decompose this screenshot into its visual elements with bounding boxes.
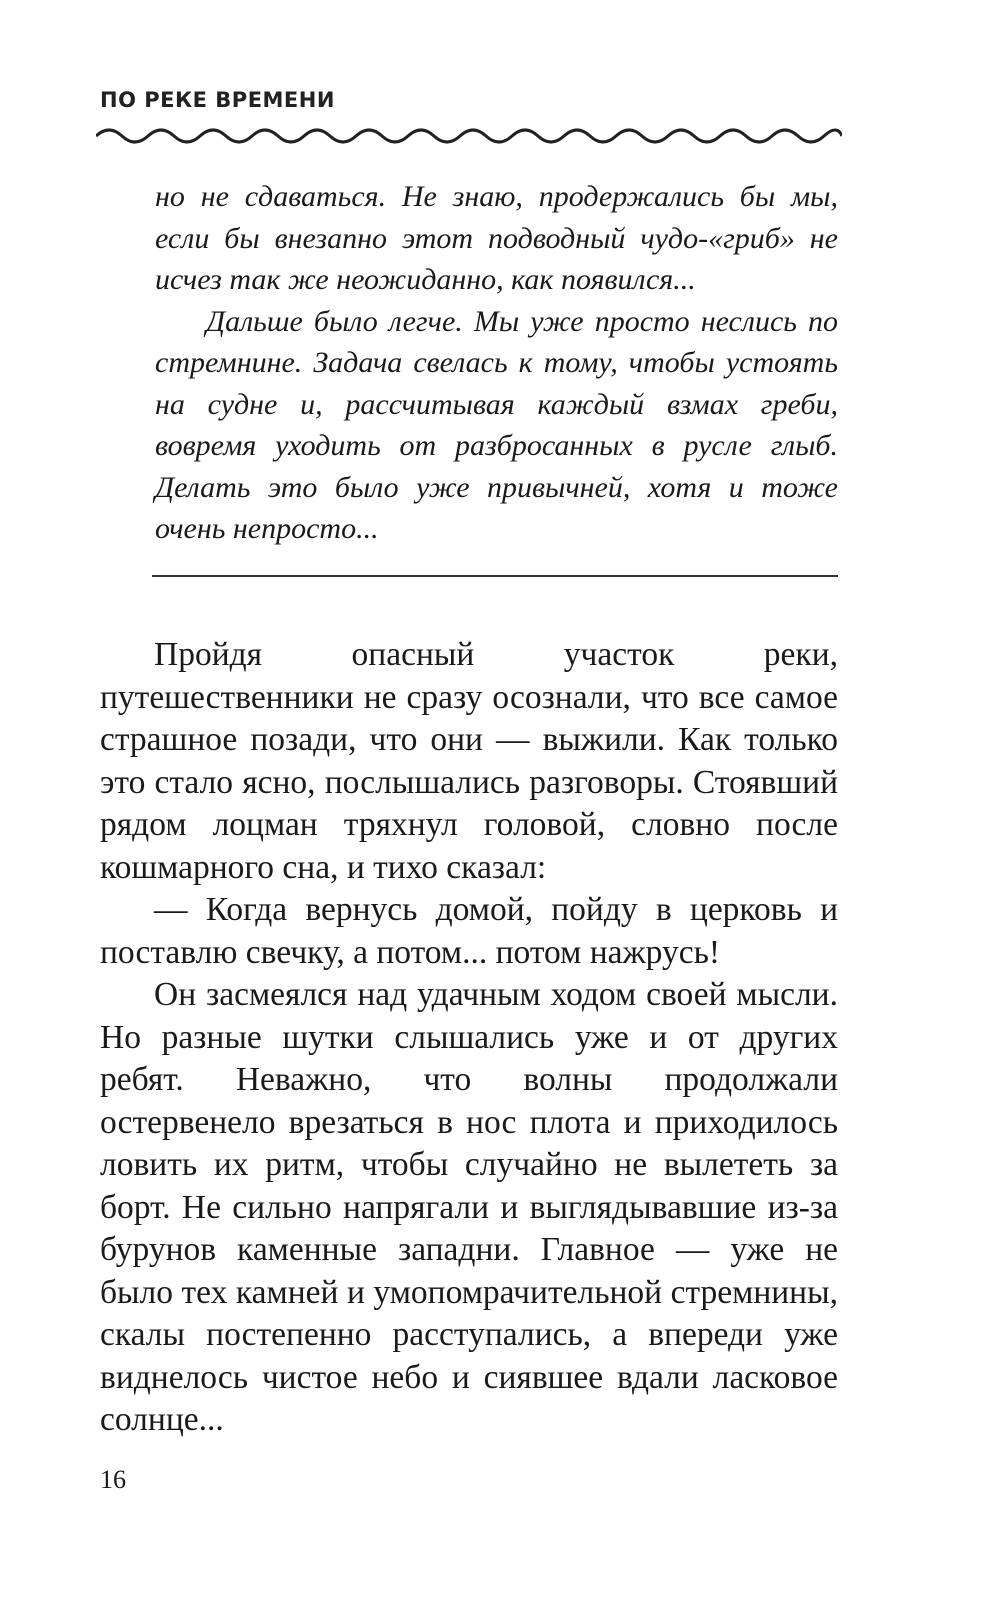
page-number: 16 bbox=[100, 1465, 126, 1494]
main-text bbox=[100, 634, 838, 1442]
section-rule bbox=[152, 575, 838, 577]
italic-excerpt bbox=[155, 176, 838, 550]
italic-paragraph: но не сдаваться. Не знаю, продержались бы мы, если бы внезапно этот подводный чудо-«гриб» не исчез так же неожиданно, как появился... bbox=[155, 180, 838, 296]
wavy-divider bbox=[96, 116, 842, 146]
running-title: ПО РЕКЕ ВРЕМЕНИ bbox=[100, 88, 335, 112]
italic-paragraph: Дальше было легче. Мы уже просто неслись по стремнине. Задача свелась к тому, чтобы устоять на судне и, рассчитывая каждый взмах греби, вовремя уходить от разбросанных в русле глыб. Делать это было уже привычней, хотя и тоже очень непросто... bbox=[155, 304, 838, 545]
body-paragraph: — Когда вернусь домой, пойду в церковь и поставлю свечку, а потом... потом нажрусь! bbox=[100, 891, 838, 971]
body-paragraph: Он засмеялся над удачным ходом своей мысли. Но разные шутки слышались уже и от других ребят. Неважно, что волны продолжали остервенело врезаться в нос плота и приходилось ловить их ритм, чтобы случайно не вылететь за борт. Не сильно напрягали и выглядывавшие из-за бурунов каменные западни. Главное — уже не было тех камней и умопомрачительной стремнины, скалы постепенно расступались, а впереди уже виднелось чистое небо и сиявшее вдали ласковое солнце... bbox=[100, 976, 838, 1438]
body-paragraph: Пройдя опасный участок реки, путешественники не сразу осознали, что все самое страшное позади, что они — выжили. Как только это стало ясно, послышались разговоры. Стоявший рядом лоцман тряхнул головой, словно после кошмарного сна, и тихо сказал: bbox=[100, 636, 838, 886]
